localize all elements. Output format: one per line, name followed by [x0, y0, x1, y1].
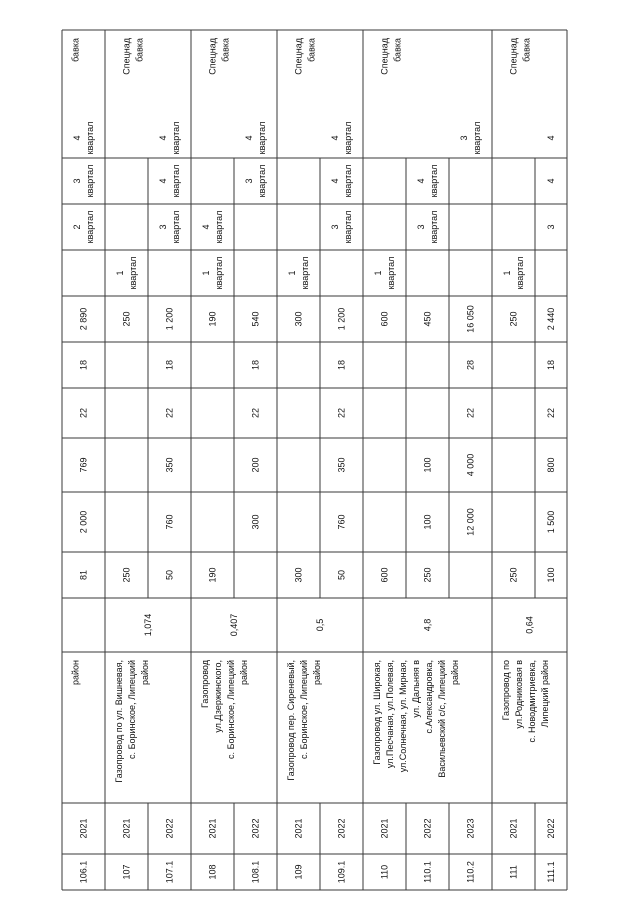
total-cell: 540: [250, 311, 261, 327]
quarter-cell: 1 квартал: [287, 256, 310, 290]
value-cell: 300: [250, 514, 261, 530]
value-cell: 190: [207, 567, 218, 583]
year-cell: 2023: [465, 818, 476, 839]
quarter-cell: 2 квартал: [72, 210, 95, 244]
value-cell: 250: [422, 567, 433, 583]
quarter-cell: 4 квартал: [330, 164, 353, 198]
object-name-cell: Газопровод по ул. Вишневая, с. Боринское, Липецкий район: [114, 660, 150, 783]
quarter-cell: 4 квартал: [244, 121, 267, 155]
value-cell: 18: [546, 359, 556, 371]
year-cell: 2022: [336, 818, 347, 839]
row-number-cell: 110.2: [465, 861, 476, 883]
total-cell: 300: [293, 311, 304, 327]
row-number-cell: 106.1: [78, 860, 89, 884]
quarter-cell: 4 квартал: [72, 121, 95, 155]
funding-source-cell: бавка: [70, 38, 81, 62]
value-cell: 760: [164, 514, 175, 530]
row-number-cell: 108: [207, 864, 218, 880]
value-cell: 1 500: [546, 510, 556, 534]
quarter-cell: 3: [546, 224, 556, 230]
year-cell: 2022: [546, 818, 556, 839]
value-cell: 4 000: [465, 453, 476, 477]
value-cell: 250: [508, 567, 519, 583]
object-name-cell: район: [70, 660, 81, 686]
value-cell: 350: [336, 457, 347, 473]
row-number-cell: 111.1: [546, 861, 556, 883]
row-number-cell: 111: [508, 865, 519, 879]
value-cell: 300: [293, 567, 304, 583]
total-cell: 250: [121, 311, 132, 327]
object-name-cell: Газопровод пер. Сиреневый, с. Боринское, Липецкий район: [286, 660, 322, 781]
value-cell: 12 000: [465, 508, 476, 536]
row-number-cell: 108.1: [250, 860, 261, 884]
object-name-cell: Газопровод по ул.Родниковая в с. Новодмитриевка, Липецкий район: [501, 660, 550, 743]
value-cell: 22: [164, 407, 175, 419]
value-cell: 100: [422, 514, 433, 530]
value-cell: 18: [250, 359, 261, 371]
total-cell: 2 890: [78, 307, 89, 331]
row-number-cell: 109.1: [336, 860, 347, 884]
quarter-cell: 4: [546, 178, 556, 184]
value-cell: 769: [78, 457, 89, 473]
quarter-cell: 1 квартал: [115, 256, 138, 290]
value-cell: 22: [465, 407, 476, 419]
length-cell: 1,074: [143, 613, 153, 637]
object-name-cell: Газопровод ул. Широкая, ул.Песчаная, ул.Полевая, ул.Солнечная, ул. Мирная, ул. Дальняя в с.Александровка, Васильевский с/с, Липецкий район: [372, 660, 460, 778]
quarter-cell: 4 квартал: [158, 164, 181, 198]
value-cell: 760: [336, 514, 347, 530]
object-name-cell: Газопровод ул.Дзержинского, с. Боринское, Липецкий район: [200, 660, 249, 759]
year-cell: 2022: [250, 818, 261, 839]
year-cell: 2022: [422, 818, 433, 839]
total-cell: 190: [207, 311, 218, 327]
total-cell: 16 050: [465, 305, 476, 333]
total-cell: 1 200: [164, 307, 175, 331]
year-cell: 2022: [164, 818, 175, 839]
total-cell: 250: [508, 311, 519, 327]
funding-source-cell: Спецнад бавка: [508, 38, 532, 75]
row-number-cell: 107.1: [164, 860, 175, 884]
value-cell: 18: [78, 359, 89, 371]
value-cell: 18: [336, 359, 347, 371]
length-cell: 0,64: [524, 616, 535, 634]
value-cell: 2 000: [78, 510, 89, 534]
value-cell: 28: [465, 359, 476, 371]
quarter-cell: 4 квартал: [158, 121, 181, 155]
total-cell: 1 200: [336, 307, 347, 331]
quarter-cell: 1 квартал: [373, 256, 396, 290]
gas-pipeline-table: [62, 30, 567, 890]
value-cell: 50: [336, 569, 347, 581]
length-cell: 0,5: [315, 618, 325, 632]
row-number-cell: 110.1: [422, 861, 433, 883]
quarter-cell: 3 квартал: [416, 210, 439, 244]
funding-source-cell: Спецнад бавка: [379, 38, 403, 75]
quarter-cell: 3 квартал: [330, 210, 353, 244]
year-cell: 2021: [508, 818, 519, 839]
value-cell: 250: [121, 567, 132, 583]
rotated-table: [62, 30, 567, 890]
value-cell: 350: [164, 457, 175, 473]
value-cell: 81: [78, 569, 89, 581]
value-cell: 50: [164, 569, 175, 581]
quarter-cell: 3 квартал: [459, 121, 482, 155]
quarter-cell: 1 квартал: [502, 256, 525, 290]
quarter-cell: 4 квартал: [416, 164, 439, 198]
funding-source-cell: Спецнад бавка: [207, 38, 231, 75]
row-number-cell: 110: [379, 864, 390, 880]
length-cell: 4,8: [422, 618, 433, 632]
total-cell: 600: [379, 311, 390, 327]
year-cell: 2021: [121, 818, 132, 839]
length-cell: 0,407: [229, 613, 239, 637]
value-cell: 22: [546, 407, 556, 419]
total-cell: 2 440: [546, 307, 556, 331]
quarter-cell: 4: [546, 135, 556, 141]
value-cell: 800: [546, 457, 556, 473]
year-cell: 2021: [207, 818, 218, 839]
quarter-cell: 3 квартал: [244, 164, 267, 198]
quarter-cell: 1 квартал: [201, 256, 224, 290]
value-cell: 22: [250, 407, 261, 419]
total-cell: 450: [422, 311, 433, 327]
row-number-cell: 107: [121, 864, 132, 880]
year-cell: 2021: [78, 818, 89, 839]
value-cell: 600: [379, 567, 390, 583]
row-number-cell: 109: [293, 864, 304, 880]
quarter-cell: 3 квартал: [72, 164, 95, 198]
quarter-cell: 4 квартал: [330, 121, 353, 155]
value-cell: 18: [164, 359, 175, 371]
value-cell: 22: [78, 407, 89, 419]
quarter-cell: 3 квартал: [158, 210, 181, 244]
value-cell: 100: [546, 567, 556, 583]
value-cell: 22: [336, 407, 347, 419]
funding-source-cell: Спецнад бавка: [293, 38, 317, 75]
quarter-cell: 4 квартал: [201, 210, 224, 244]
value-cell: 100: [422, 457, 433, 473]
value-cell: 200: [250, 457, 261, 473]
funding-source-cell: Спецнад бавка: [121, 38, 145, 75]
year-cell: 2021: [379, 818, 390, 839]
year-cell: 2021: [293, 818, 304, 839]
